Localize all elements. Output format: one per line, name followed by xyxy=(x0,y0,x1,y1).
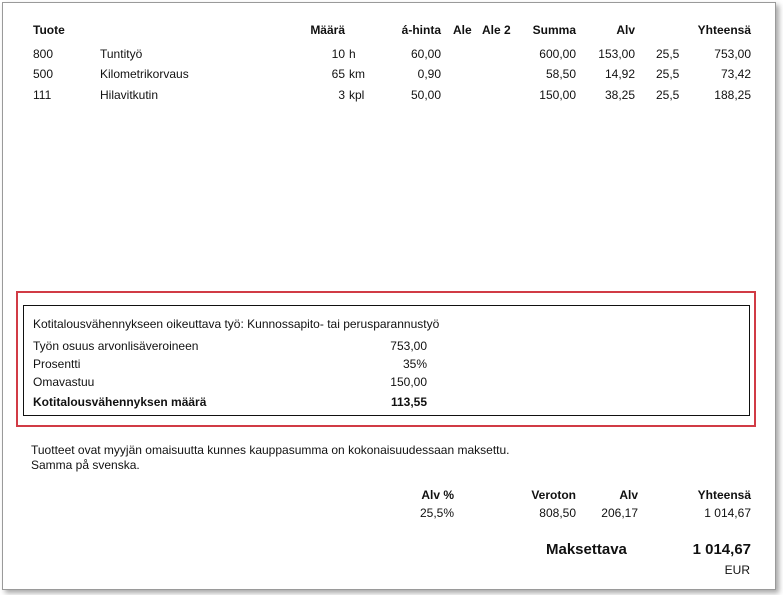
row-price: 50,00 xyxy=(410,88,441,102)
deduction-line-label: Omavastuu xyxy=(33,375,95,389)
row-unit: km xyxy=(349,67,365,81)
row-rate: 25,5 xyxy=(656,47,680,61)
vat-net: 808,50 xyxy=(539,506,576,520)
row-unit: kpl xyxy=(349,88,365,102)
vat-header-net: Veroton xyxy=(531,488,576,502)
col-header-ale: Ale xyxy=(453,23,472,37)
row-price: 0,90 xyxy=(417,67,441,81)
row-qty: 10 xyxy=(331,47,345,61)
deduction-line-value: 150,00 xyxy=(390,375,427,389)
col-header-ale2: Ale 2 xyxy=(482,23,511,37)
row-total: 188,25 xyxy=(714,88,751,102)
deduction-total-value: 113,55 xyxy=(390,395,427,409)
payable-label: Maksettava xyxy=(546,541,627,558)
row-rate: 25,5 xyxy=(656,67,680,81)
vat-header-rate: Alv % xyxy=(421,488,454,502)
col-header-maara: Määrä xyxy=(310,23,345,37)
row-qty: 65 xyxy=(331,67,345,81)
col-header-tuote: Tuote xyxy=(33,23,65,37)
ownership-note: Tuotteet ovat myyjän omaisuutta kunnes kauppasumma on kokonaisuudessaan maksettu. xyxy=(31,443,510,457)
deduction-line-value: 753,00 xyxy=(390,339,427,353)
col-header-alv: Alv xyxy=(616,23,635,37)
deduction-title: Kotitalousvähennykseen oikeuttava työ: Kunnossapito- tai perusparannustyö xyxy=(33,317,440,331)
vat-header-vat: Alv xyxy=(619,488,638,502)
row-qty: 3 xyxy=(338,88,345,102)
col-header-yhteensa: Yhteensä xyxy=(697,23,751,37)
vat-amount: 206,17 xyxy=(601,506,638,520)
swedish-note: Samma på svenska. xyxy=(31,458,140,472)
row-code: 500 xyxy=(33,67,54,81)
row-alv: 14,92 xyxy=(604,67,635,81)
col-header-a-hinta: á-hinta xyxy=(401,23,441,37)
row-total: 73,42 xyxy=(720,67,751,81)
row-alv: 153,00 xyxy=(598,47,635,61)
vat-rate: 25,5% xyxy=(419,506,454,520)
payable-currency: EUR xyxy=(724,563,750,577)
row-unit: h xyxy=(349,47,356,61)
row-code: 111 xyxy=(33,88,52,102)
row-total: 753,00 xyxy=(714,47,751,61)
row-alv: 38,25 xyxy=(604,88,635,102)
vat-header-total: Yhteensä xyxy=(697,488,751,502)
deduction-total-label: Kotitalousvähennyksen määrä xyxy=(33,395,207,409)
deduction-line-value: 35% xyxy=(402,357,427,371)
row-name: Kilometrikorvaus xyxy=(100,67,189,81)
payable-amount: 1 014,67 xyxy=(692,541,751,558)
row-name: Tuntityö xyxy=(100,47,143,61)
col-header-summa: Summa xyxy=(532,23,576,37)
row-sum: 150,00 xyxy=(539,88,576,102)
deduction-line-label: Työn osuus arvonlisäveroineen xyxy=(33,339,199,353)
row-sum: 600,00 xyxy=(539,47,576,61)
row-sum: 58,50 xyxy=(545,67,576,81)
row-price: 60,00 xyxy=(410,47,441,61)
row-code: 800 xyxy=(33,47,54,61)
deduction-line-label: Prosentti xyxy=(33,357,81,371)
row-rate: 25,5 xyxy=(656,88,680,102)
row-name: Hilavitkutin xyxy=(100,88,159,102)
vat-total: 1 014,67 xyxy=(704,506,751,520)
